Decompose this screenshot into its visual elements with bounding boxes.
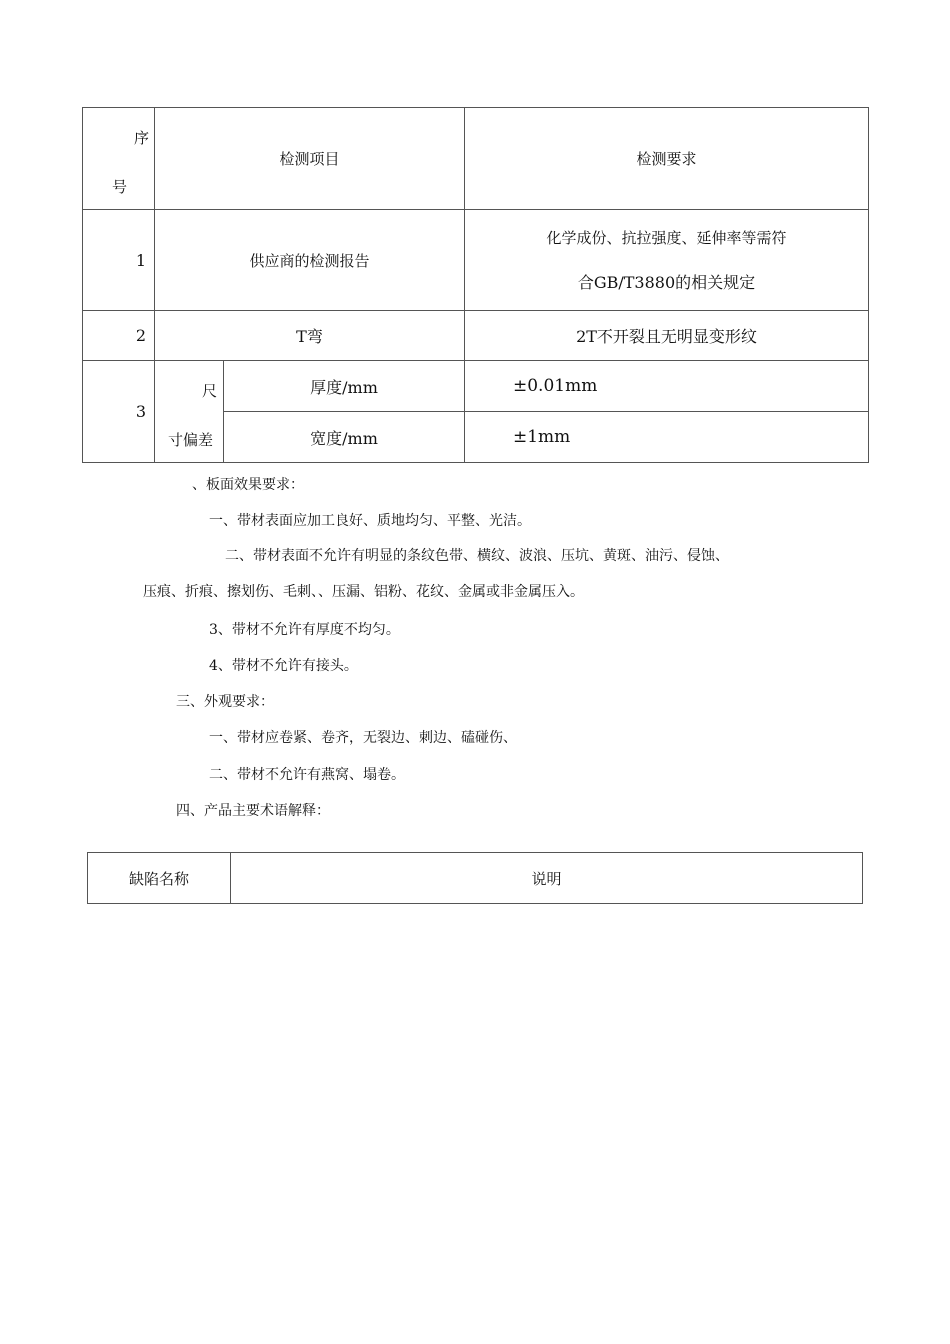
row3-group-a: 尺 — [202, 381, 218, 400]
paragraph: 三、外观要求： — [176, 694, 274, 710]
row3-sub2-item: 宽度/mm — [224, 412, 465, 463]
table-row — [83, 311, 869, 361]
paragraph: 、板面效果要求： — [192, 477, 304, 493]
header-item: 检测项目 — [155, 108, 465, 210]
paragraph: 二、带材表面不允许有明显的条纹色带、横纹、波浪、压坑、黄斑、油污、侵蚀、 — [225, 548, 729, 564]
row2-requirement: 2T不开裂且无明显变形纹 — [465, 311, 869, 361]
row2-item: T弯 — [155, 311, 465, 361]
row3-seq: 3 — [83, 361, 155, 463]
paragraph: 4、带材不允许有接头。 — [209, 658, 358, 674]
row3-sub1-item: 厚度/mm — [224, 361, 465, 412]
row3-group — [155, 361, 224, 463]
row2-seq: 2 — [83, 311, 155, 361]
table-row — [83, 361, 869, 412]
paragraph: 二、带材不允许有燕窝、塌卷。 — [209, 767, 405, 783]
table-row — [83, 210, 869, 311]
header-seq — [83, 108, 155, 210]
inspection-table — [82, 107, 869, 463]
paragraph: 四、产品主要术语解释： — [176, 803, 330, 819]
paragraph: 一、带材表面应加工良好、质地均匀、平整、光洁。 — [209, 513, 531, 529]
row1-item: 供应商的检测报告 — [155, 210, 465, 311]
row1-req-line2: 合GB/T3880的相关规定 — [577, 273, 756, 292]
header-seq-b: 号 — [112, 177, 128, 196]
row1-seq: 1 — [83, 210, 155, 311]
row3-sub1-requirement: ±0.01mm — [465, 361, 869, 412]
paragraph: 3、带材不允许有厚度不均匀。 — [209, 622, 400, 638]
row3-group-b: 寸偏差 — [168, 430, 214, 449]
header-defect-name: 缺陷名称 — [88, 853, 231, 904]
paragraph: 一、带材应卷紧、卷齐，无裂边、刺边、磕碰伤、 — [209, 730, 517, 746]
row1-requirement — [465, 210, 869, 311]
header-requirement: 检测要求 — [465, 108, 869, 210]
defect-terms-table — [87, 852, 863, 904]
paragraph: 压痕、折痕、擦划伤、毛刺、、压漏、铝粉、花纹、金属或非金属压入。 — [143, 584, 584, 600]
header-seq-a: 序 — [134, 128, 150, 147]
row1-req-line1: 化学成份、抗拉强度、延伸率等需符 — [546, 229, 787, 247]
row3-sub2-requirement: ±1mm — [465, 412, 869, 463]
header-description: 说明 — [231, 853, 863, 904]
table-header-row — [88, 853, 863, 904]
table-header-row — [83, 108, 869, 210]
